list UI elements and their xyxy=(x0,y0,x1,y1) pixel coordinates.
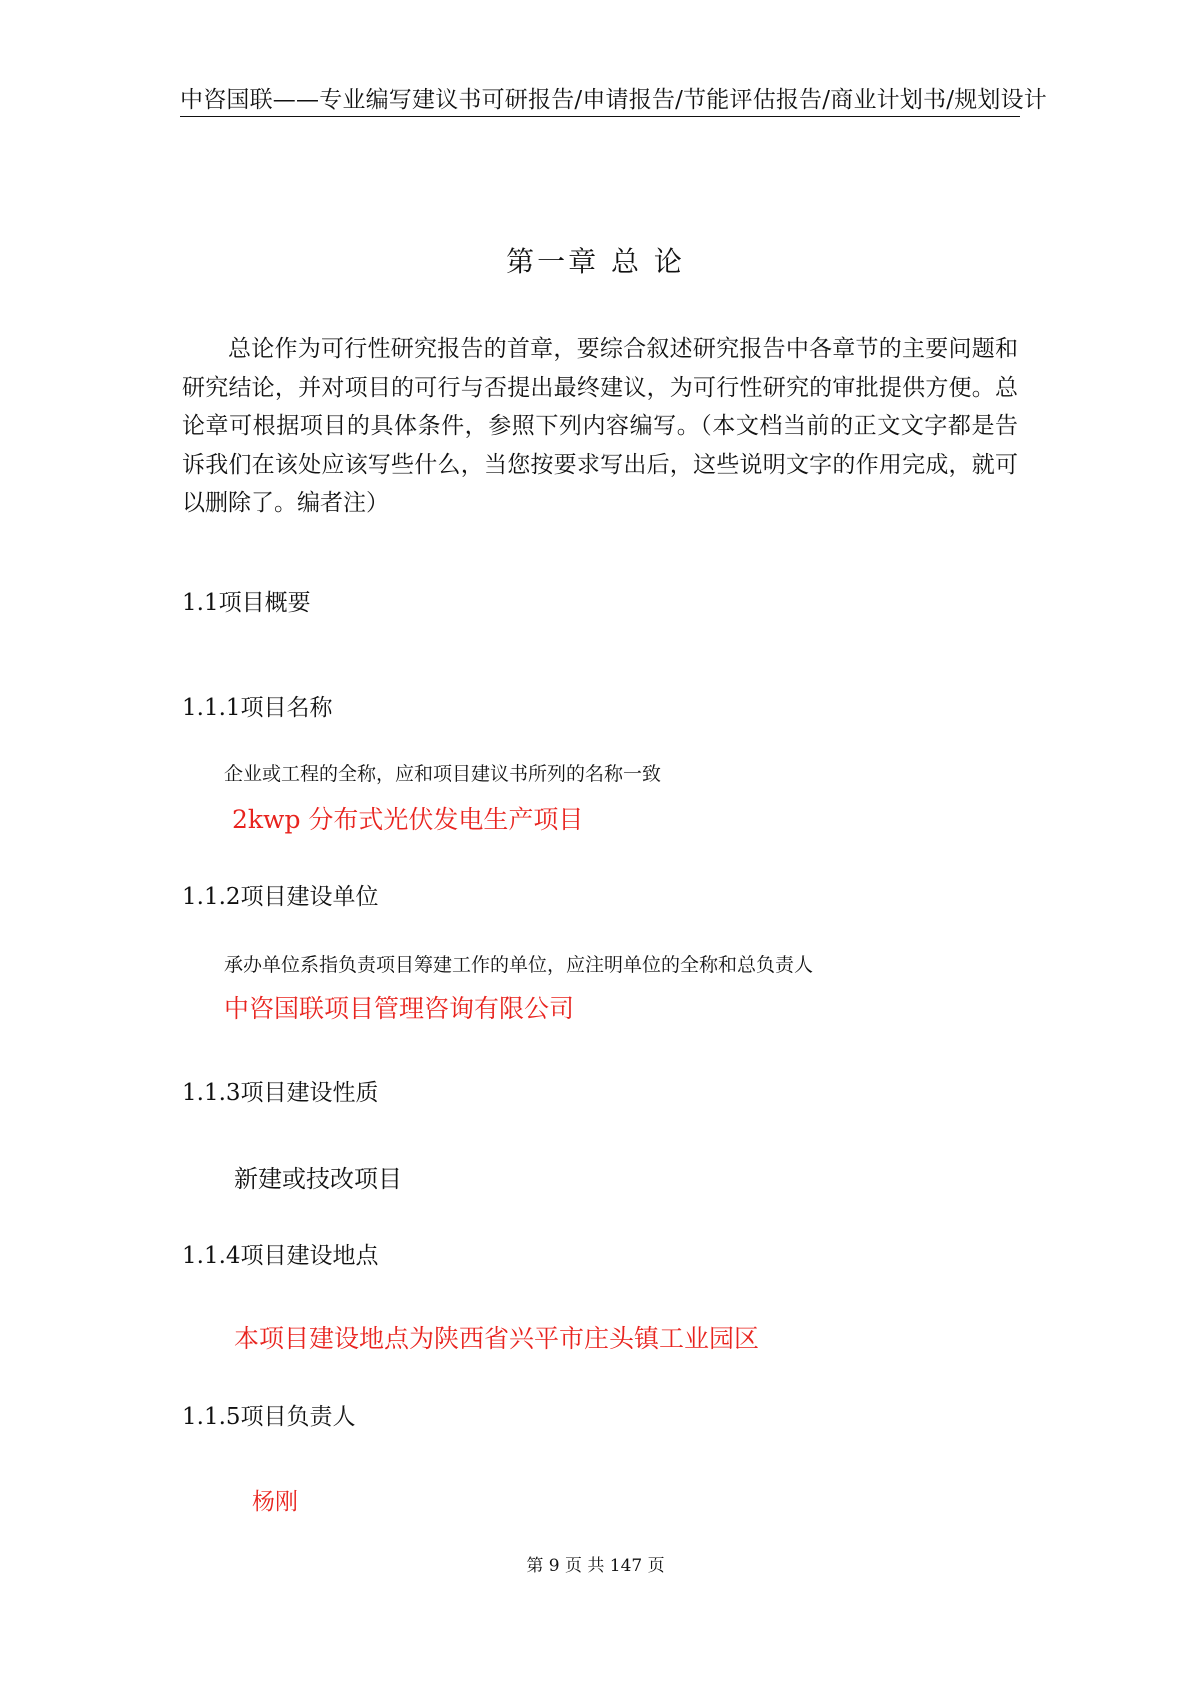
project-name-value: 2kwp 分布式光伏发电生产项目 xyxy=(232,805,584,834)
page-number-footer: 第 9 页 共 147 页 xyxy=(526,1556,665,1576)
page-header: 中咨国联——专业编写建议书可研报告/申请报告/节能评估报告/商业计划书/规划设计 xyxy=(180,87,1047,113)
section-heading-construction-nature: 1.1.3项目建设性质 xyxy=(182,1080,379,1106)
construction-nature-value: 新建或技改项目 xyxy=(234,1165,402,1193)
section-heading-construction-unit: 1.1.2项目建设单位 xyxy=(182,884,379,910)
header-divider xyxy=(180,116,1020,117)
construction-unit-note: 承办单位系指负责项目筹建工作的单位，应注明单位的全称和总负责人 xyxy=(224,954,814,976)
section-heading-project-name: 1.1.1项目名称 xyxy=(182,695,333,721)
chapter-intro-paragraph: 总论作为可行性研究报告的首章，要综合叙述研究报告中各章节的主要问题和研究结论，并对项目的可行与否提出最终建议，为可行性研究的审批提供方便。总论章可根据项目的具体条件，参照下列内容编写。（本文档当前的正文文字都是告诉我们在该处应该写些什么，当您按要求写出后，这些说明文字的作用完成，就可以删除了。编者注） xyxy=(182,336,1018,516)
section-heading-construction-location: 1.1.4项目建设地点 xyxy=(182,1243,379,1269)
project-name-note: 企业或工程的全称，应和项目建议书所列的名称一致 xyxy=(224,763,662,785)
chapter-title: 第一章 总 论 xyxy=(506,245,685,278)
section-heading-project-leader: 1.1.5项目负责人 xyxy=(182,1404,356,1430)
project-leader-value: 杨刚 xyxy=(252,1489,298,1515)
construction-unit-value: 中咨国联项目管理咨询有限公司 xyxy=(224,994,575,1023)
section-heading-overview: 1.1项目概要 xyxy=(182,590,311,616)
construction-location-value: 本项目建设地点为陕西省兴平市庄头镇工业园区 xyxy=(234,1324,760,1353)
